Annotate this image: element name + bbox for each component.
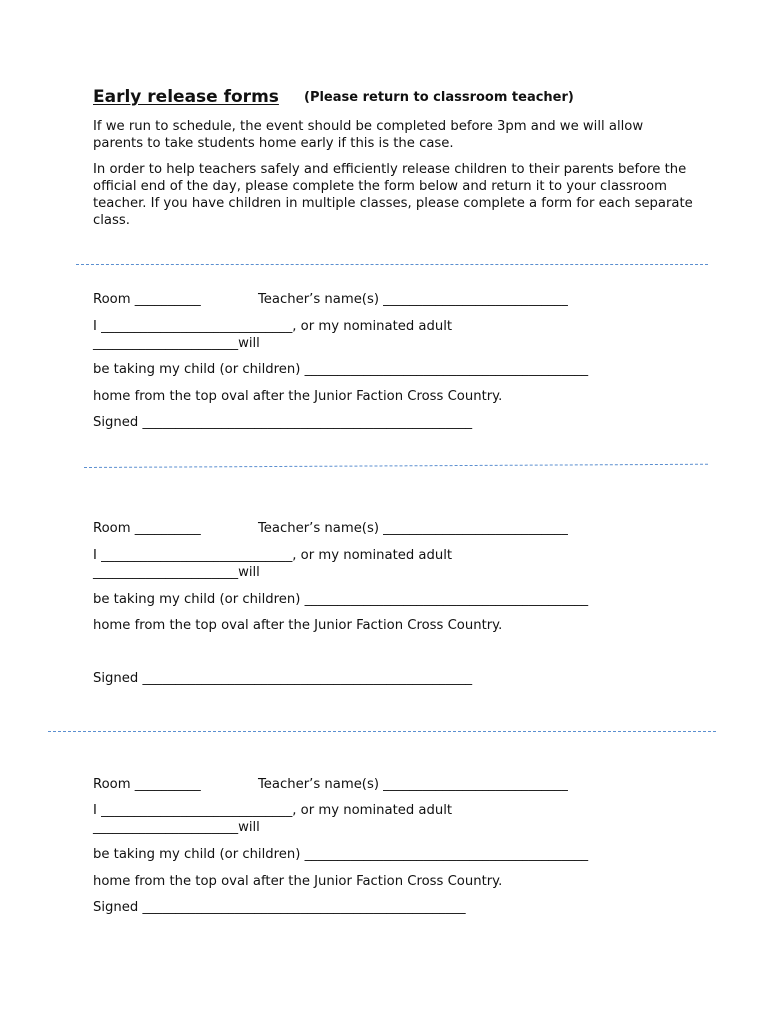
parent-name-field[interactable]: I _____________________________, or my nominated adult	[93, 548, 453, 563]
room-field[interactable]: Room __________	[93, 777, 201, 792]
cut-line-divider	[76, 264, 708, 265]
pickup-location-text: home from the top oval after the Junior Faction Cross Country.	[93, 874, 503, 889]
children-names-field[interactable]: be taking my child (or children) ___________________________________________	[93, 362, 589, 377]
room-field[interactable]: Room __________	[93, 521, 201, 536]
pickup-location-text: home from the top oval after the Junior Faction Cross Country.	[93, 618, 503, 633]
teacher-name-field[interactable]: Teacher’s name(s) ____________________________	[258, 777, 568, 792]
cut-line-divider	[48, 731, 716, 732]
teacher-name-field[interactable]: Teacher’s name(s) ____________________________	[258, 292, 568, 307]
signature-field[interactable]: Signed __________________________________________________	[93, 671, 473, 686]
children-names-field[interactable]: be taking my child (or children) ___________________________________________	[93, 592, 589, 607]
parent-name-field[interactable]: I _____________________________, or my nominated adult	[93, 319, 453, 334]
nominated-adult-field[interactable]: ______________________will	[93, 820, 260, 835]
intro-paragraph-2: In order to help teachers safely and efficiently release children to their parents before the official end of the day, please complete the form below and return it to your classroom teacher. If you have children in multiple classes, please complete a form for each separate class.	[93, 162, 693, 228]
signature-field[interactable]: Signed __________________________________________________	[93, 415, 473, 430]
teacher-name-field[interactable]: Teacher’s name(s) ____________________________	[258, 521, 568, 536]
pickup-location-text: home from the top oval after the Junior Faction Cross Country.	[93, 389, 503, 404]
intro-paragraph-1: If we run to schedule, the event should be completed before 3pm and we will allow parents to take students home early if this is the case.	[93, 119, 644, 151]
page-title: Early release forms	[93, 87, 279, 107]
parent-name-field[interactable]: I _____________________________, or my nominated adult	[93, 803, 453, 818]
cut-line-divider	[84, 464, 708, 468]
nominated-adult-field[interactable]: ______________________will	[93, 565, 260, 580]
room-field[interactable]: Room __________	[93, 292, 201, 307]
nominated-adult-field[interactable]: ______________________will	[93, 336, 260, 351]
signature-field[interactable]: Signed _________________________________________________	[93, 900, 466, 915]
children-names-field[interactable]: be taking my child (or children) ___________________________________________	[93, 847, 589, 862]
page-subtitle: (Please return to classroom teacher)	[304, 90, 574, 105]
